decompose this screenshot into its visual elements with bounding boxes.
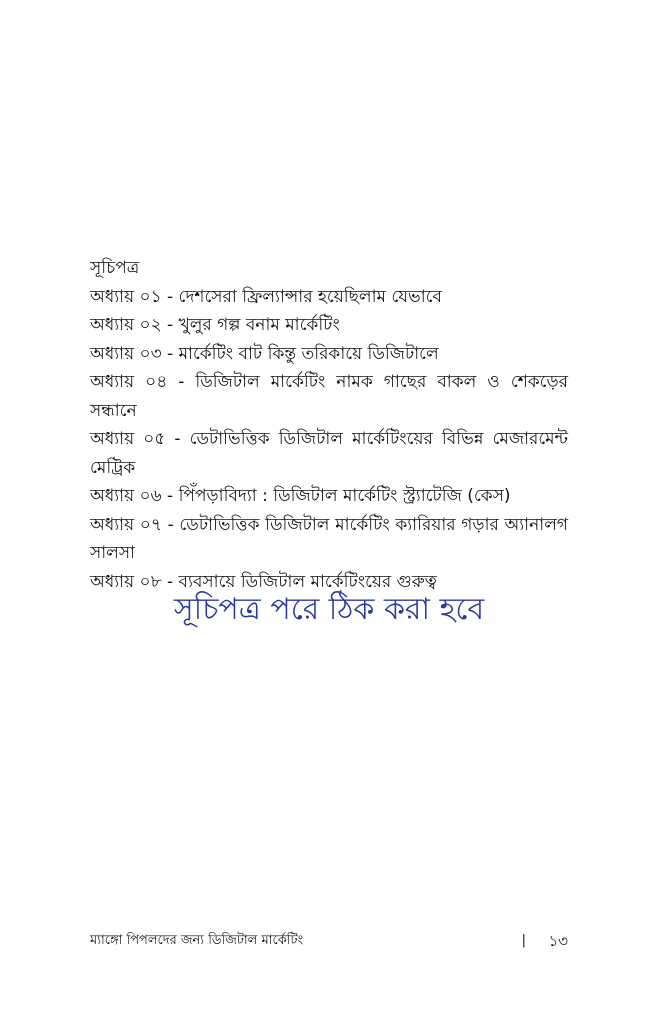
page-number: ১৩ bbox=[548, 932, 568, 950]
toc-item-chapter-02: অধ্যায় ০২ - খুলুর গল্প বনাম মার্কেটিং bbox=[90, 315, 340, 335]
toc-item-chapter-06: অধ্যায় ০৬ - পিঁপড়াবিদ্যা : ডিজিটাল মার্কেটিং স্ট্র্যাটেজি (কেস) bbox=[90, 486, 511, 506]
footer-separator: | bbox=[521, 933, 526, 948]
toc-item-chapter-05: অধ্যায় ০৫ - ডেটাভিত্তিক ডিজিটাল মার্কেটিংয়ের বিভিন্ন মেজারমেন্ট মেট্রিক bbox=[90, 429, 568, 478]
footer-book-title: ম্যাঙ্গো পিপলদের জন্য ডিজিটাল মার্কেটিং bbox=[90, 933, 304, 948]
toc-pending-notice: সূচিপত্র পরে ঠিক করা হবে bbox=[173, 592, 485, 627]
toc-item-chapter-03: অধ্যায় ০৩ - মার্কেটিং বাট কিন্তু তরিকায়ে ডিজিটালে bbox=[90, 343, 439, 364]
toc-item-chapter-04: অধ্যায় ০৪ - ডিজিটাল মার্কেটিং নামক গাছের বাকল ও শেকড়ের সন্ধানে bbox=[90, 372, 568, 421]
page-footer bbox=[90, 930, 568, 952]
toc-item-chapter-01: অধ্যায় ০১ - দেশসেরা ফ্রিল্যান্সার হয়েছিলাম যেভাবে bbox=[90, 286, 442, 307]
toc-heading: সূচিপত্র bbox=[90, 258, 140, 278]
table-of-contents bbox=[90, 254, 568, 596]
toc-item-chapter-07: অধ্যায় ০৭ - ডেটাভিত্তিক ডিজিটাল মার্কেটিং ক্যারিয়ার গড়ার অ্যানালগ সালসা bbox=[90, 514, 568, 563]
toc-item-chapter-08: অধ্যায় ০৮ - ব্যবসায়ে ডিজিটাল মার্কেটিংয়ের গুরুত্ব bbox=[90, 571, 437, 592]
